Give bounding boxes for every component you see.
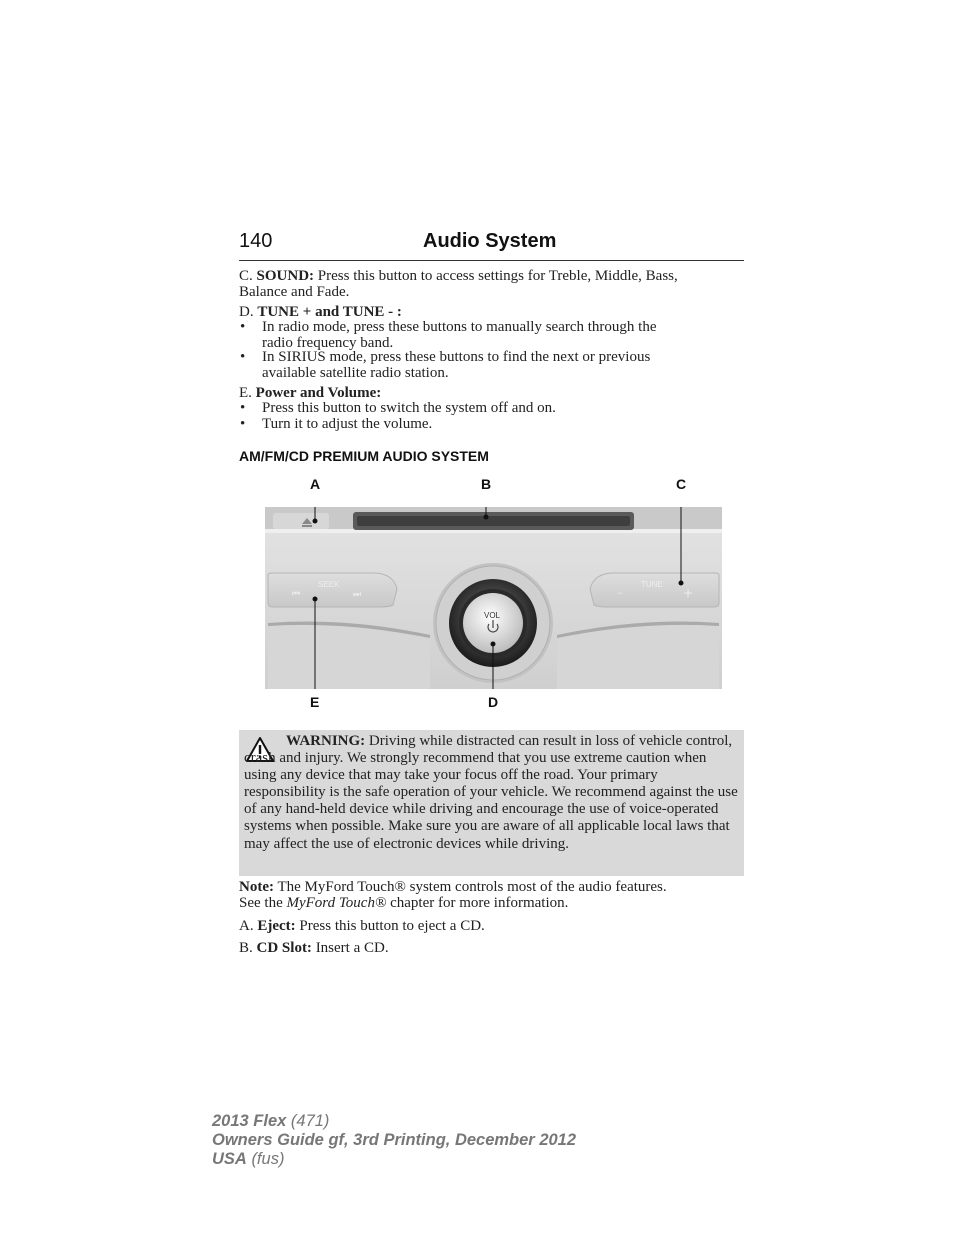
svg-text:⏮: ⏮ [292, 589, 301, 599]
callout-c: C [676, 476, 687, 492]
item-c-sound: C. SOUND: Press this button to access settings for Treble, Middle, Bass, Balance and Fade. [239, 268, 678, 300]
bullet-item: • Turn it to adjust the volume. [240, 416, 433, 432]
section-heading: AM/FM/CD PREMIUM AUDIO SYSTEM [239, 448, 489, 464]
myford-touch-reference: MyFord Touch® [286, 894, 387, 911]
page-header [239, 230, 744, 261]
callout-d: D [488, 694, 499, 710]
callout-a: A [310, 476, 321, 492]
item-b-cd-slot: B. CD Slot: Insert a CD. [239, 940, 389, 956]
svg-text:⏭: ⏭ [353, 590, 362, 600]
bullet-item: • In SIRIUS mode, press these buttons to find the next or previous available satellite radio station. [240, 349, 651, 381]
item-e-label: Power and Volume: [255, 385, 382, 401]
tune-label: TUNE [641, 580, 663, 589]
warning-label: WARNING: [286, 733, 366, 749]
item-a-eject: A. Eject: Press this button to eject a CD. [239, 918, 485, 934]
warning-box [239, 730, 744, 876]
bullet-item: • In radio mode, press these buttons to manually search through the radio frequency band. [240, 319, 657, 351]
bullet-item: • Press this button to switch the system off and on. [240, 400, 556, 416]
item-d-label: TUNE + and TUNE - : [257, 304, 402, 320]
audio-panel-illustration [265, 507, 722, 689]
footer-market: USA (fus) [212, 1150, 285, 1168]
item-c-label: SOUND: [256, 268, 315, 284]
audio-panel-figure [265, 507, 722, 689]
page-number: 140 [239, 230, 273, 252]
vol-label: VOL [484, 611, 501, 620]
callout-b: B [481, 476, 492, 492]
callout-e: E [310, 694, 320, 710]
note-label: Note: [239, 879, 274, 895]
svg-text:+: + [683, 586, 694, 600]
item-d-tune: D. TUNE + and TUNE - : [239, 304, 402, 320]
note: Note: The MyFord Touch® system controls most of the audio features. See the MyFord Touch® chapter for more information. [239, 879, 667, 911]
seek-label: SEEK [318, 580, 340, 589]
footer-model: 2013 Flex (471) [212, 1112, 330, 1130]
svg-text:–: – [617, 586, 623, 599]
warning-text: WARNING: Driving while distracted can result in loss of vehicle control, crash and injury. We strongly recommend that you use extreme caution when using any device that may take your focus off the road. Your primary responsibility is the safe operation of your vehicle. We recommend against the use of any hand-held device while driving and encourage the use of voice-operated systems when possible. Make sure you are aware of all applicable local laws that may affect the use of electronic devices while driving. [244, 733, 738, 852]
footer-guide: Owners Guide gf, 3rd Printing, December 2012 [212, 1131, 577, 1149]
item-e-power: E. Power and Volume: [239, 385, 382, 401]
page-title: Audio System [423, 230, 557, 252]
